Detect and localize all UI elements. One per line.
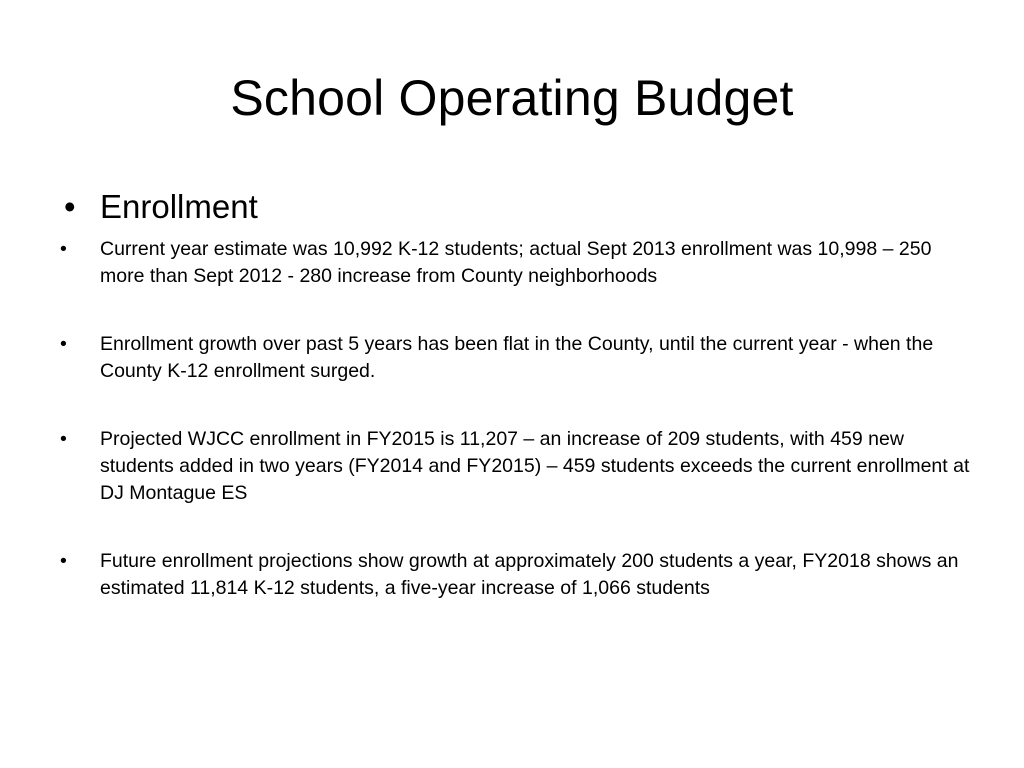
bullet-text: Current year estimate was 10,992 K-12 students; actual Sept 2013 enrollment was 10,998 – 250 more than Sept 2012 - 280 increase from County neighborhoods (100, 238, 932, 287)
bullet-item (60, 426, 970, 507)
slide-title: School Operating Budget (230, 70, 794, 126)
bullet-text: Enrollment growth over past 5 years has been flat in the County, until the current year - when the County K-12 enrollment surged. (100, 333, 934, 382)
bullet-text: Projected WJCC enrollment in FY2015 is 11,207 – an increase of 209 students, with 459 new students added in two years (FY2014 and FY2015) – 459 students exceeds the current enrollment at DJ Montague ES (100, 428, 970, 504)
bullet-icon: • (64, 188, 76, 225)
bullet-icon: • (60, 428, 67, 450)
bullet-item (60, 331, 970, 385)
bullet-item (60, 236, 970, 290)
bullet-icon: • (60, 333, 67, 355)
heading-text: Enrollment (100, 188, 258, 225)
slide-content (60, 184, 970, 643)
heading-bullet (60, 184, 970, 230)
bullet-item (60, 548, 970, 602)
bullet-text: Future enrollment projections show growth at approximately 200 students a year, FY2018 shows an estimated 11,814 K-12 students, a five-year increase of 1,066 students (100, 550, 959, 599)
bullet-icon: • (60, 238, 67, 260)
bullet-icon: • (60, 550, 67, 572)
